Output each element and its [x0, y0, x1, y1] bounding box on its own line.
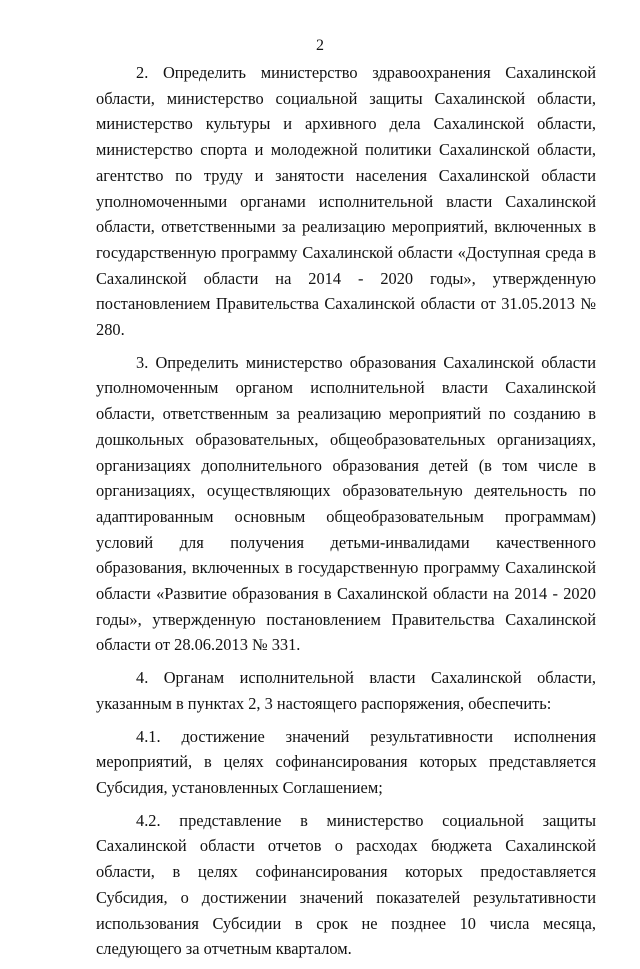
paragraph-item-4: 4. Органам исполнительной власти Сахалинской области, указанным в пунктах 2, 3 настоящего распоряжения, обеспечить:	[96, 668, 596, 713]
paragraph-item-4-1: 4.1. достижение значений результативности исполнения мероприятий, в целях софинансирования которых представляется Субсидия, установленных Соглашением;	[96, 726, 596, 797]
document-body	[96, 60, 596, 969]
paragraph-item-3: 3. Определить министерство образования Сахалинской области уполномоченным органом исполнительной власти Сахалинской области, ответственным за реализацию мероприятий по созданию в дошкольных образовательных, общеобразовательных организациях, организациях дополнительного образования детей (в том числе в организациях, осуществляющих образовательную деятельность по адаптированным основным общеобразовательным программам) условий для получения детьми-инвалидами качественного образования, включенных в государственную программу Сахалинской области «Развитие образования в Сахалинской области на 2014 - 2020 годы», утвержденную постановлением Правительства Сахалинской области от 28.06.2013 № 331.	[96, 352, 596, 655]
paragraph-item-2: 2. Определить министерство здравоохранения Сахалинской области, министерство социальной защиты Сахалинской области, министерство культуры и архивного дела Сахалинской области, министерство спорта и молодежной политики Сахалинской области, агентство по труду и занятости населения Сахалинской области уполномоченными органами исполнительной власти Сахалинской области, ответственными за реализацию мероприятий, включенных в государственную программу Сахалинской области «Доступная среда в Сахалинской области на 2014 - 2020 годы», утвержденную постановлением Правительства Сахалинской области от 31.05.2013 № 280.	[96, 63, 596, 340]
paragraph-item-4-2: 4.2. представление в министерство социальной защиты Сахалинской области отчетов о расходах бюджета Сахалинской области, в целях софинансирования которых предоставляется Субсидия, о достижении значений показателей результативности использования Субсидии в срок не позднее 10 числа месяца, следующего за отчетным кварталом.	[96, 810, 596, 959]
page-number: 2	[316, 37, 324, 54]
